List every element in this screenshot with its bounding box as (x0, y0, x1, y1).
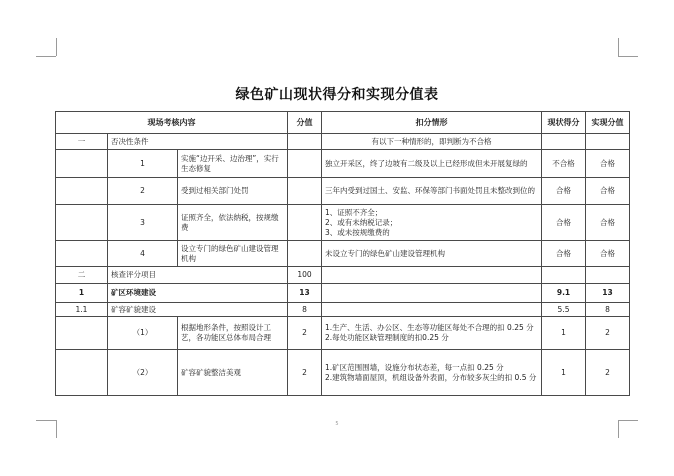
header-row (56, 112, 630, 134)
row-deduct: 1.矿区范围围墙，设施分布状态差，每一点扣 0.25 分 2.建筑物墙面屋顶，机组设备外表面，分布较多灰尘的扣 0.5 分 (322, 350, 542, 396)
row-number: 1 (108, 150, 178, 178)
score-table (55, 111, 630, 396)
row-current: 合格 (542, 205, 586, 241)
subsection-number: 1.1 (56, 303, 108, 317)
row-current: 不合格 (542, 150, 586, 178)
row-target: 合格 (586, 178, 630, 205)
corner-mark-top-right (618, 38, 619, 56)
section-score: 13 (288, 284, 322, 303)
table-row (56, 178, 630, 205)
veto-note: 有以下一种情形的，即判断为不合格 (322, 134, 542, 150)
row-deduct: 独立开采区，终了边坡有二级及以上已经形成但未开展复绿的 (322, 150, 542, 178)
scoring-number: 二 (56, 267, 108, 284)
row-score: 2 (288, 317, 322, 350)
row-item: 证照齐全，依法纳税，按规缴费 (178, 205, 288, 241)
row-number: 4 (108, 241, 178, 267)
section-current: 9.1 (542, 284, 586, 303)
row-target: 2 (586, 317, 630, 350)
section-label: 矿区环境建设 (108, 284, 288, 303)
row-deduct: 1.生产、生活、办公区、生态等功能区每处不合理的扣 0.25 分 2.每处功能区缺管理制度的扣0.25 分 (322, 317, 542, 350)
header-target: 实现分值 (586, 112, 630, 134)
row-current: 合格 (542, 241, 586, 267)
row-number: （2） (108, 350, 178, 396)
table-row (56, 350, 630, 396)
table-row (56, 150, 630, 178)
row-number: （1） (108, 317, 178, 350)
section-row (56, 284, 630, 303)
table-row (56, 317, 630, 350)
subsection-current: 5.5 (542, 303, 586, 317)
row-item: 矿容矿貌整洁美观 (178, 350, 288, 396)
row-item: 受到过相关部门处罚 (178, 178, 288, 205)
row-deduct: 1、证照不齐全； 2、或有未纳税记录； 3、或未按规缴费的 (322, 205, 542, 241)
page-number: 5 (335, 421, 339, 427)
scoring-section-row (56, 267, 630, 284)
row-score: 2 (288, 350, 322, 396)
subsection-row (56, 303, 630, 317)
row-deduct: 未设立专门的绿色矿山建设管理机构 (322, 241, 542, 267)
corner-mark-top-left (56, 38, 57, 56)
header-current: 现状得分 (542, 112, 586, 134)
header-item: 现场考核内容 (56, 112, 288, 134)
row-item: 实施“边开采、边治理”，实行生态修复 (178, 150, 288, 178)
row-deduct: 三年内受到过国土、安监、环保等部门书面处罚且未整改到位的 (322, 178, 542, 205)
row-target: 2 (586, 350, 630, 396)
subsection-target: 8 (586, 303, 630, 317)
corner-mark-top-right (618, 56, 638, 57)
subsection-score: 8 (288, 303, 322, 317)
row-target: 合格 (586, 205, 630, 241)
document-title: 绿色矿山现状得分和实现分值表 (235, 87, 439, 103)
corner-mark-top-left (36, 56, 56, 57)
scoring-total: 100 (288, 267, 322, 284)
row-item: 设立专门的绿色矿山建设管理机构 (178, 241, 288, 267)
row-current: 合格 (542, 178, 586, 205)
subsection-label: 矿容矿貌建设 (108, 303, 288, 317)
row-item: 根据地形条件，按照设计工艺，各功能区总体布局合理 (178, 317, 288, 350)
veto-section-row (56, 134, 630, 150)
header-deduct: 扣分情形 (322, 112, 542, 134)
row-target: 合格 (586, 150, 630, 178)
veto-number: 一 (56, 134, 108, 150)
veto-label: 否决性条件 (108, 134, 288, 150)
row-target: 合格 (586, 241, 630, 267)
row-number: 3 (108, 205, 178, 241)
table-row (56, 205, 630, 241)
section-target: 13 (586, 284, 630, 303)
table-row (56, 241, 630, 267)
row-current: 1 (542, 317, 586, 350)
row-number: 2 (108, 178, 178, 205)
scoring-label: 核查评分项目 (108, 267, 288, 284)
header-score: 分值 (288, 112, 322, 134)
row-current: 1 (542, 350, 586, 396)
section-number: 1 (56, 284, 108, 303)
